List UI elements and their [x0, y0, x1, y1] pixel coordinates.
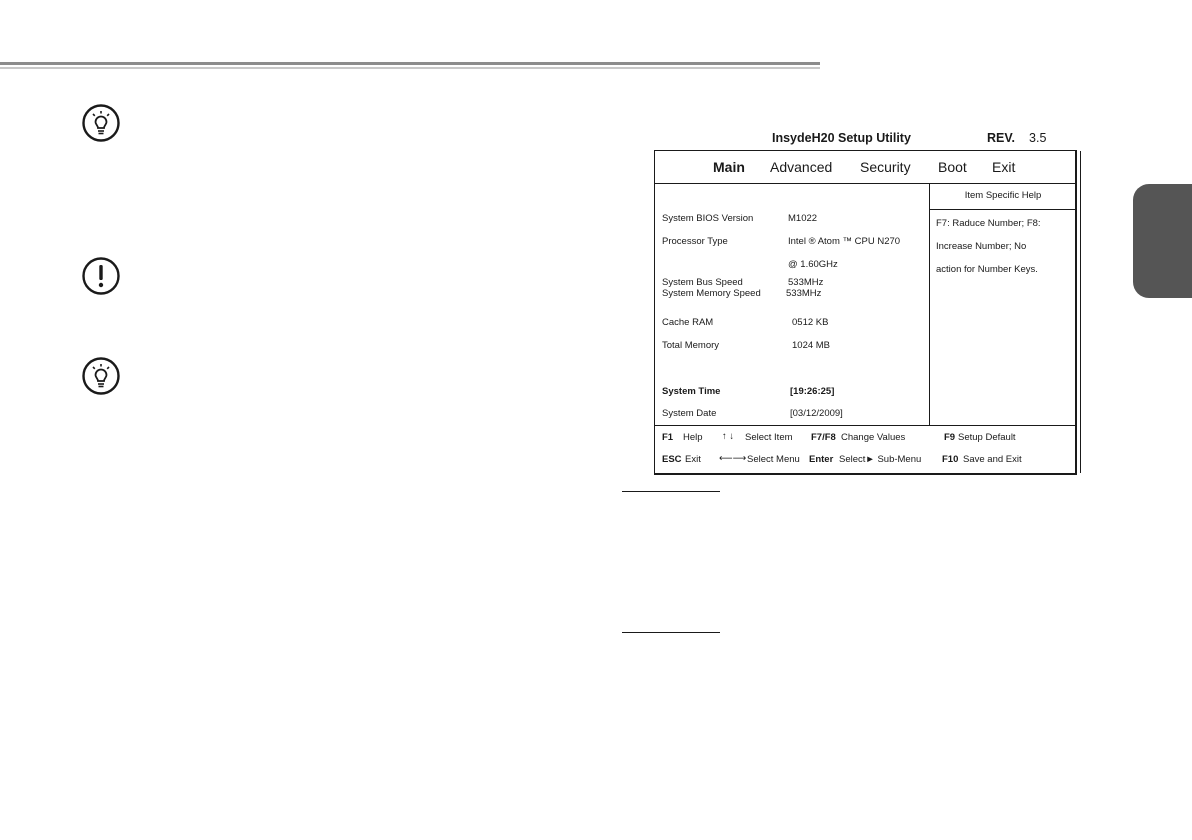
value-system-bus-speed: 533MHz: [788, 277, 824, 288]
header-rule-shadow: [0, 67, 820, 69]
header-rule: [0, 62, 820, 65]
bios-screen: [654, 150, 1077, 475]
menu-exit[interactable]: Exit: [992, 159, 1016, 175]
help-header: Item Specific Help: [930, 183, 1076, 210]
rev-value: 3.5: [1029, 131, 1047, 145]
key-f1-desc: Help: [683, 432, 703, 443]
value-total-memory: 1024 MB: [792, 340, 831, 351]
value-system-date[interactable]: [03/12/2009]: [790, 408, 843, 419]
menu-security[interactable]: Security: [860, 159, 911, 175]
label-cache-ram: Cache RAM: [662, 317, 714, 328]
key-f9-desc: Setup Default: [958, 432, 1016, 443]
menu-advanced[interactable]: Advanced: [770, 159, 833, 175]
menu-boot[interactable]: Boot: [938, 159, 967, 175]
key-f10-desc: Save and Exit: [963, 454, 1022, 465]
key-enter-desc: Select► Sub-Menu: [839, 454, 922, 465]
label-processor-type: Processor Type: [662, 236, 728, 247]
help-line: F7: Raduce Number; F8:: [936, 218, 1041, 229]
key-esc-desc: Exit: [685, 454, 701, 465]
key-f9: F9: [944, 432, 956, 443]
value-system-time[interactable]: [19:26:25]: [790, 386, 835, 397]
warning-icon: [81, 256, 121, 296]
updown-arrows-icon: ↑ ↓: [722, 431, 735, 442]
bios-title: InsydeH20 Setup Utility: [772, 131, 911, 145]
label-system-time: System Time: [662, 386, 721, 397]
tip-icon: [81, 103, 121, 143]
chapter-tab: [1133, 184, 1192, 298]
label-bios-version: System BIOS Version: [662, 213, 754, 224]
label-total-memory: Total Memory: [662, 340, 720, 351]
key-f7f8-desc: Change Values: [841, 432, 906, 443]
tip-icon: [81, 356, 121, 396]
key-f10: F10: [942, 454, 959, 465]
bios-menu-bar: [655, 151, 1075, 184]
value-cache-ram: 0512 KB: [792, 317, 829, 328]
value-processor-speed: @ 1.60GHz: [788, 259, 838, 270]
label-system-memory-speed: System Memory Speed: [662, 288, 761, 299]
key-f7f8: F7/F8: [811, 432, 836, 443]
rev-label: REV.: [987, 131, 1016, 145]
underline-rule: [622, 632, 720, 633]
help-panel: [929, 183, 1076, 425]
key-enter: Enter: [809, 454, 834, 465]
bios-revision: [987, 131, 1046, 145]
key-legend: [655, 425, 1075, 472]
value-system-memory-speed: 533MHz: [786, 288, 822, 299]
value-bios-version: M1022: [788, 213, 818, 224]
menu-main[interactable]: Main: [713, 159, 745, 175]
leftright-arrows-icon: ⟵⟶: [719, 453, 747, 464]
help-line: Increase Number; No: [936, 241, 1027, 252]
key-esc: ESC: [662, 454, 682, 465]
underline-rule: [622, 491, 720, 492]
help-line: action for Number Keys.: [936, 264, 1038, 275]
value-processor-type: Intel ® Atom ™ CPU N270: [788, 236, 901, 247]
key-select-item-desc: Select Item: [745, 432, 793, 443]
label-system-date: System Date: [662, 408, 717, 419]
key-f1: F1: [662, 432, 674, 443]
key-select-menu-desc: Select Menu: [747, 454, 800, 465]
label-system-bus-speed: System Bus Speed: [662, 277, 743, 288]
